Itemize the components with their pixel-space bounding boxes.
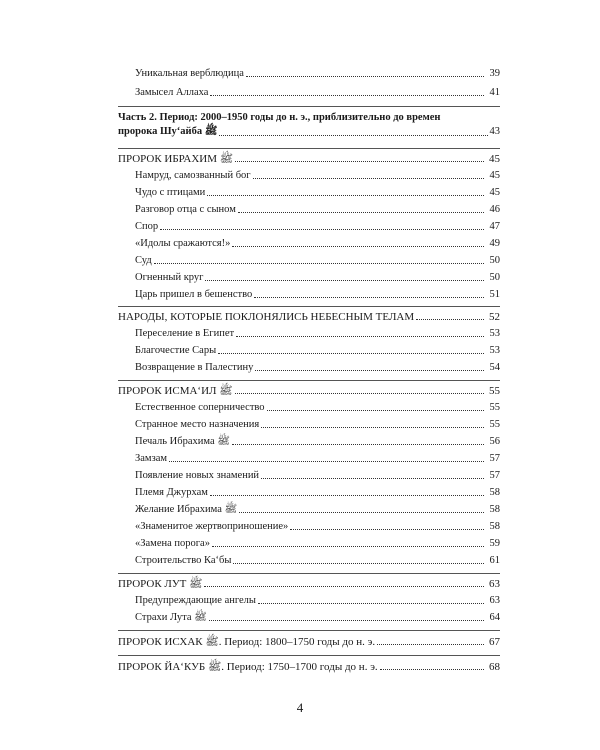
toc-entry	[135, 555, 500, 567]
dot-leader	[209, 620, 484, 621]
dot-leader	[169, 461, 484, 462]
dot-leader	[267, 410, 484, 411]
toc-entry	[135, 504, 500, 516]
toc-entry	[135, 436, 500, 448]
section-divider	[118, 630, 500, 631]
dot-leader	[210, 95, 484, 96]
toc-entry-page: 63	[489, 595, 500, 606]
toc-entry-title: Огненный круг	[135, 272, 204, 283]
toc-section-title: ПРОРОК ИСХАК ﷺ. Период: 1800–1750 годы до н. э.	[118, 636, 376, 648]
toc-entry-page: 47	[489, 221, 500, 232]
toc-section-title: ПРОРОК ЛУТ ﷺ	[118, 578, 203, 590]
toc-entry	[135, 487, 500, 499]
toc-entry-title: Чудо с птицами	[135, 187, 206, 198]
toc-entry-page: 39	[489, 68, 500, 79]
toc-entry-page: 43	[489, 126, 500, 137]
toc-section-title: ПРОРОК ИБРАХИМ ﷺ	[118, 153, 234, 165]
dot-leader	[235, 393, 484, 394]
toc-entry-page: 49	[489, 238, 500, 249]
toc-entry-page: 67	[489, 636, 500, 648]
toc-entry-title: Печаль Ибрахима ﷺ	[135, 436, 230, 447]
toc-entry-page: 57	[489, 453, 500, 464]
dot-leader	[261, 478, 484, 479]
toc-entry	[135, 470, 500, 482]
toc-entry	[135, 453, 500, 465]
dot-leader	[261, 427, 484, 428]
dot-leader	[160, 229, 484, 230]
toc-entry-page: 57	[489, 470, 500, 481]
toc-entry-title: Строительство Ка‘бы	[135, 555, 232, 566]
toc-entry-title: Появление новых знамений	[135, 470, 260, 481]
dot-leader	[258, 603, 484, 604]
toc-entry-title: Царь пришел в бешенство	[135, 289, 253, 300]
toc-section	[118, 636, 500, 648]
dot-leader	[380, 669, 484, 670]
toc-entry-page: 58	[489, 504, 500, 515]
toc-entry	[135, 204, 500, 216]
toc-entry	[135, 521, 500, 533]
dot-leader	[236, 336, 484, 337]
dot-leader	[377, 644, 484, 645]
toc-entry-page: 45	[489, 153, 500, 165]
toc-entry	[135, 362, 500, 374]
toc-entry	[135, 221, 500, 233]
toc-entry-title: Естественное соперничество	[135, 402, 265, 413]
toc-entry-title: Замысел Аллаха	[135, 87, 209, 98]
toc-entry	[135, 595, 500, 607]
toc-entry-page: 45	[489, 187, 500, 198]
toc-entry	[135, 170, 500, 182]
toc-entry-page: 61	[489, 555, 500, 566]
toc-entry-title: Благочестие Сары	[135, 345, 217, 356]
dot-leader	[235, 161, 484, 162]
dot-leader	[290, 529, 484, 530]
toc-entry-page: 52	[489, 311, 500, 323]
dot-leader	[207, 195, 484, 196]
dot-leader	[239, 512, 484, 513]
toc-entry-title: Племя Джурхам	[135, 487, 208, 498]
toc-entry	[135, 419, 500, 431]
part-heading-line2: пророка Шу‘айба ﷺ	[118, 126, 218, 137]
dot-leader	[238, 212, 484, 213]
dot-leader	[254, 297, 484, 298]
toc-entry-title: Переселение в Египет	[135, 328, 235, 339]
dot-leader	[246, 76, 484, 77]
toc-entry	[135, 538, 500, 550]
dot-leader	[232, 444, 484, 445]
dot-leader	[204, 586, 484, 587]
toc-entry-title: Страхи Лута ﷺ	[135, 612, 207, 623]
toc-entry-title: «Идолы сражаются!»	[135, 238, 231, 249]
toc-entry	[135, 612, 500, 624]
toc-section-title: ПРОРОК ИСМА‘ИЛ ﷺ	[118, 385, 233, 397]
section-divider	[118, 573, 500, 574]
toc-section	[118, 578, 500, 590]
section-divider	[118, 148, 500, 149]
dot-leader	[253, 178, 484, 179]
toc-entry-page: 58	[489, 521, 500, 532]
part-heading	[118, 111, 500, 139]
toc-entry-page: 58	[489, 487, 500, 498]
toc-entry-title: Спор	[135, 221, 159, 232]
toc-entry-page: 54	[489, 362, 500, 373]
toc-section-title: ПРОРОК ЙА‘КУБ ﷺ. Период: 1750–1700 годы до н. э.	[118, 661, 378, 673]
toc-entry-title: «Замена порога»	[135, 538, 210, 549]
toc-entry	[135, 187, 500, 199]
dot-leader	[233, 563, 484, 564]
dot-leader	[219, 135, 487, 136]
toc-section	[118, 385, 500, 397]
toc-entry-title: Намруд, самозванный бог	[135, 170, 251, 181]
section-divider	[118, 380, 500, 381]
toc-entry-page: 53	[489, 345, 500, 356]
toc-entry	[135, 238, 500, 250]
toc-entry-page: 55	[489, 402, 500, 413]
toc-entry-title: Разговор отца с сыном	[135, 204, 236, 215]
toc-entry	[135, 272, 500, 284]
toc-entry-page: 68	[489, 661, 500, 673]
section-divider	[118, 106, 500, 107]
dot-leader	[255, 370, 484, 371]
toc-entry-page: 55	[489, 385, 500, 397]
toc-entry-page: 55	[489, 419, 500, 430]
dot-leader	[212, 546, 484, 547]
toc-entry	[135, 68, 500, 80]
toc-entry	[135, 402, 500, 414]
toc-entry-page: 41	[489, 87, 500, 98]
toc-entry	[135, 255, 500, 267]
toc-section	[118, 311, 500, 323]
toc-entry-page: 51	[489, 289, 500, 300]
section-divider	[118, 655, 500, 656]
toc-entry-title: Возвращение в Палестину	[135, 362, 254, 373]
dot-leader	[232, 246, 484, 247]
section-divider	[118, 306, 500, 307]
toc-entry-page: 64	[489, 612, 500, 623]
page-number: 4	[296, 700, 304, 715]
dot-leader	[154, 263, 484, 264]
dot-leader	[416, 319, 484, 320]
toc-entry	[135, 345, 500, 357]
dot-leader	[218, 353, 484, 354]
toc-entry-title: Странное место назначения	[135, 419, 260, 430]
toc-entry-title: Предупреждающие ангелы	[135, 595, 256, 606]
dot-leader	[205, 280, 484, 281]
part-heading-line1: Часть 2. Период: 2000–1950 годы до н. э., приблизительно до времен	[118, 112, 441, 123]
toc-section	[118, 661, 500, 673]
toc-entry-page: 59	[489, 538, 500, 549]
toc-entry-page: 56	[489, 436, 500, 447]
toc-entry-page: 63	[489, 578, 500, 590]
toc-entry-page: 53	[489, 328, 500, 339]
toc-entry-page: 46	[489, 204, 500, 215]
toc-entry-title: Уникальная верблюдица	[135, 68, 244, 79]
toc-entry	[135, 289, 500, 301]
toc-entry-title: «Знаменитое жертвоприношение»	[135, 521, 289, 532]
toc-entry-title: Суд	[135, 255, 152, 266]
toc-entry	[135, 87, 500, 99]
toc-entry-page: 50	[489, 255, 500, 266]
part-heading-lastline	[118, 125, 500, 139]
dot-leader	[210, 495, 484, 496]
toc-entry-page: 50	[489, 272, 500, 283]
toc-section	[118, 153, 500, 165]
toc-entry-title: Желание Ибрахима ﷺ	[135, 504, 238, 515]
toc-section-title: НАРОДЫ, КОТОРЫЕ ПОКЛОНЯЛИСЬ НЕБЕСНЫМ ТЕЛАМ	[118, 311, 415, 323]
toc-entry-title: Замзам	[135, 453, 168, 464]
toc-entry-page: 45	[489, 170, 500, 181]
toc-entry	[135, 328, 500, 340]
